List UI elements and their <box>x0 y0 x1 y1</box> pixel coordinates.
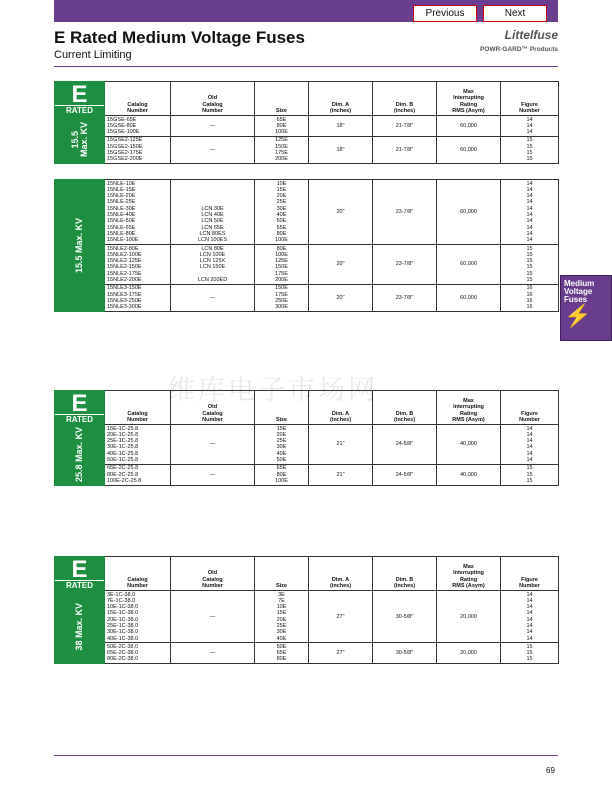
table-row <box>55 136 559 163</box>
size-cell: 3E 7E 10E 15E 20E 25E 30E 40E <box>255 591 309 643</box>
column-header-catalog: Catalog Number <box>105 391 171 425</box>
dim-b-cell: 30-5/8" <box>373 591 437 643</box>
dim-b-cell: 21-7/8" <box>373 116 437 137</box>
column-header-catalog: Catalog Number <box>105 557 171 591</box>
catalog-number-cell: 50E-2C-38.0 65E-2C-38.0 80E-2C-38.0 <box>105 643 171 664</box>
side-tab-medium-voltage-fuses[interactable] <box>560 275 612 341</box>
old-catalog-cell: LCN 30E LCN 40E LCN 50E LCN 65E LCN 80ES LCN 100ES <box>171 180 255 245</box>
littelfuse-logo <box>472 28 558 53</box>
kv-label-line: Max. KV <box>78 122 89 158</box>
header-divider <box>54 66 558 67</box>
page-subtitle: Current Limiting <box>54 49 132 61</box>
figure-number-cell: 16 16 16 16 <box>501 284 559 311</box>
column-header-old: Old Catalog Number <box>171 557 255 591</box>
column-header-rating: Max Interrupting Rating RMS (Asym) <box>437 391 501 425</box>
e-rated-logo: E <box>71 390 88 417</box>
page-title: E Rated Medium Voltage Fuses <box>54 28 305 47</box>
table-header-row <box>55 391 559 425</box>
side-tab-line1: Medium <box>564 279 595 288</box>
catalog-number-cell: 15GSE2-125E 15GSE2-150E 15GSE2-175E 15GSE2-200E <box>105 136 171 163</box>
column-header-size: Size <box>255 391 309 425</box>
rating-cell: 60,000 <box>437 136 501 163</box>
table-row <box>55 284 559 311</box>
table-row <box>55 116 559 137</box>
size-cell: 15E 20E 25E 30E 40E 50E <box>255 425 309 465</box>
column-header-size: Size <box>255 82 309 116</box>
figure-number-cell: 15 15 15 <box>501 464 559 485</box>
catalog-number-cell: 3E-1C-38.0 7E-1C-38.0 10E-1C-38.0 15E-1C-38.0 20E-1C-38.0 25E-1C-38.0 30E-1C-38.0 40E-1C-38.0 <box>105 591 171 643</box>
column-header-rating: Max Interrupting Rating RMS (Asym) <box>437 557 501 591</box>
kv-rating-label <box>55 180 105 312</box>
table-row <box>55 245 559 285</box>
column-header-size: Size <box>255 557 309 591</box>
kv-label-line: 38 Max. KV <box>74 603 84 651</box>
e-rated-logo: E <box>71 556 88 583</box>
catalog-number-cell: 15NLE-10E 15NLE-15E 15NLE-20E 15NLE-25E 15NLE-30E 15NLE-40E 15NLE-50E 15NLE-65E 15NLE-80E 15NLE-100E <box>105 180 171 245</box>
catalog-number-cell: 15NLE3-150E 15NLE3-175E 15NLE3-250E 15NLE3-300E <box>105 284 171 311</box>
rated-label: RATED <box>55 414 104 424</box>
catalog-number-cell: 15GSE-65E 15GSE-80E 15GSE-100E <box>105 116 171 137</box>
logo-text: Littelfuse <box>504 28 558 42</box>
rating-cell: 60,000 <box>437 116 501 137</box>
dim-b-cell: 21-7/8" <box>373 136 437 163</box>
table-row <box>55 643 559 664</box>
figure-number-cell: 14 14 14 <box>501 116 559 137</box>
dim-b-cell: 23-7/8" <box>373 180 437 245</box>
e-rated-badge <box>55 557 105 591</box>
column-header-catalog: Catalog Number <box>105 82 171 116</box>
rated-label: RATED <box>55 105 104 115</box>
page-number: 69 <box>546 766 555 775</box>
size-cell: 50E 65E 80E <box>255 643 309 664</box>
column-header-dim-b: Dim. B (inches) <box>373 391 437 425</box>
e-rated-logo: E <box>71 81 88 108</box>
e-rated-badge <box>55 82 105 116</box>
lightning-icon: ⚡ <box>564 303 592 328</box>
size-cell: 80E 100E 125E 150E 175E 200E <box>255 245 309 285</box>
old-catalog-cell: — <box>171 116 255 137</box>
column-header-figure: Figure Number <box>501 82 559 116</box>
dim-a-cell: 27" <box>309 591 373 643</box>
figure-number-cell: 14 14 14 14 14 14 <box>501 425 559 465</box>
dim-a-cell: 20" <box>309 284 373 311</box>
dim-b-cell: 30-5/8" <box>373 643 437 664</box>
column-header-dim-b: Dim. B (inches) <box>373 82 437 116</box>
dim-b-cell: 23-7/8" <box>373 284 437 311</box>
rating-cell: 40,000 <box>437 425 501 465</box>
column-header-dim-b: Dim. B (inches) <box>373 557 437 591</box>
column-header-old: Old Catalog Number <box>171 391 255 425</box>
column-header-dim-a: Dim. A (inches) <box>309 391 373 425</box>
size-cell: 65E 80E 100E <box>255 116 309 137</box>
rating-cell: 20,000 <box>437 643 501 664</box>
size-cell: 65E 80E 100E <box>255 464 309 485</box>
watermark: 维库电子市场网 <box>168 375 378 406</box>
previous-button[interactable]: Previous <box>413 5 477 22</box>
rating-cell: 60,000 <box>437 180 501 245</box>
rating-cell: 40,000 <box>437 464 501 485</box>
column-header-figure: Figure Number <box>501 391 559 425</box>
next-button[interactable]: Next <box>483 5 547 22</box>
rating-cell: 60,000 <box>437 245 501 285</box>
side-tab-line3: Fuses <box>564 295 588 304</box>
column-header-rating: Max Interrupting Rating RMS (Asym) <box>437 82 501 116</box>
kv-rating-label <box>55 591 105 664</box>
column-header-figure: Figure Number <box>501 557 559 591</box>
fuse-table <box>54 556 559 664</box>
table-row <box>55 591 559 643</box>
old-catalog-cell: — <box>171 464 255 485</box>
kv-label-line: 25.8 Max. KV <box>74 427 84 483</box>
kv-label-line: 15.5 <box>69 130 80 149</box>
table-row <box>55 425 559 465</box>
old-catalog-cell: — <box>171 643 255 664</box>
dim-a-cell: 21" <box>309 464 373 485</box>
size-cell: 125E 150E 175E 200E <box>255 136 309 163</box>
fuse-table <box>54 390 559 486</box>
rated-label: RATED <box>55 580 104 590</box>
dim-a-cell: 18" <box>309 136 373 163</box>
dim-b-cell: 24-5/8" <box>373 464 437 485</box>
dim-a-cell: 20" <box>309 180 373 245</box>
size-cell: 150E 175E 250E 300E <box>255 284 309 311</box>
catalog-number-cell: 15E-1C-25.8 20E-1C-25.8 25E-1C-25.8 30E-1C-25.8 40E-1C-25.8 50E-1C-25.8 <box>105 425 171 465</box>
old-catalog-cell: — <box>171 284 255 311</box>
table-header-row <box>55 82 559 116</box>
logo-subtext: POWR-GARD™ Products <box>480 46 558 53</box>
old-catalog-cell: — <box>171 136 255 163</box>
table-row <box>55 180 559 245</box>
rating-cell: 20,000 <box>437 591 501 643</box>
dim-a-cell: 18" <box>309 116 373 137</box>
kv-label-line: 15.5 Max. KV <box>74 217 84 273</box>
catalog-number-cell: 15NLE2-80E 15NLE2-100E 15NLE2-125E 15NLE2-150E 15NLE2-175E 15NLE2-200E <box>105 245 171 285</box>
dim-a-cell: 20" <box>309 245 373 285</box>
fuse-table <box>54 179 559 312</box>
figure-number-cell: 14 14 14 14 14 14 14 14 <box>501 591 559 643</box>
dim-b-cell: 23-7/8" <box>373 245 437 285</box>
figure-number-cell: 15 15 15 15 15 15 <box>501 245 559 285</box>
kv-rating-label <box>55 425 105 486</box>
column-header-dim-a: Dim. A (inches) <box>309 82 373 116</box>
table-header-row <box>55 557 559 591</box>
dim-a-cell: 21" <box>309 425 373 465</box>
column-header-dim-a: Dim. A (inches) <box>309 557 373 591</box>
figure-number-cell: 15 15 15 <box>501 643 559 664</box>
kv-rating-label <box>55 116 105 164</box>
column-header-old: Old Catalog Number <box>171 82 255 116</box>
side-tab-line2: Voltage <box>564 287 593 296</box>
figure-number-cell: 14 14 14 14 14 14 14 14 14 14 <box>501 180 559 245</box>
catalog-number-cell: 65E-2C-25.8 80E-2C-25.8 100E-2C-25.8 <box>105 464 171 485</box>
dim-b-cell: 24-5/8" <box>373 425 437 465</box>
figure-number-cell: 15 15 15 15 <box>501 136 559 163</box>
old-catalog-cell: LCN 80E LCN 100E LCN 125X LCN 150E LCN 200ED <box>171 245 255 285</box>
e-rated-badge <box>55 391 105 425</box>
old-catalog-cell: — <box>171 425 255 465</box>
size-cell: 10E 15E 20E 25E 30E 40E 50E 65E 80E 100E <box>255 180 309 245</box>
footer-divider <box>54 755 558 756</box>
rating-cell: 60,000 <box>437 284 501 311</box>
old-catalog-cell: — <box>171 591 255 643</box>
table-row <box>55 464 559 485</box>
dim-a-cell: 27" <box>309 643 373 664</box>
fuse-table <box>54 81 559 164</box>
